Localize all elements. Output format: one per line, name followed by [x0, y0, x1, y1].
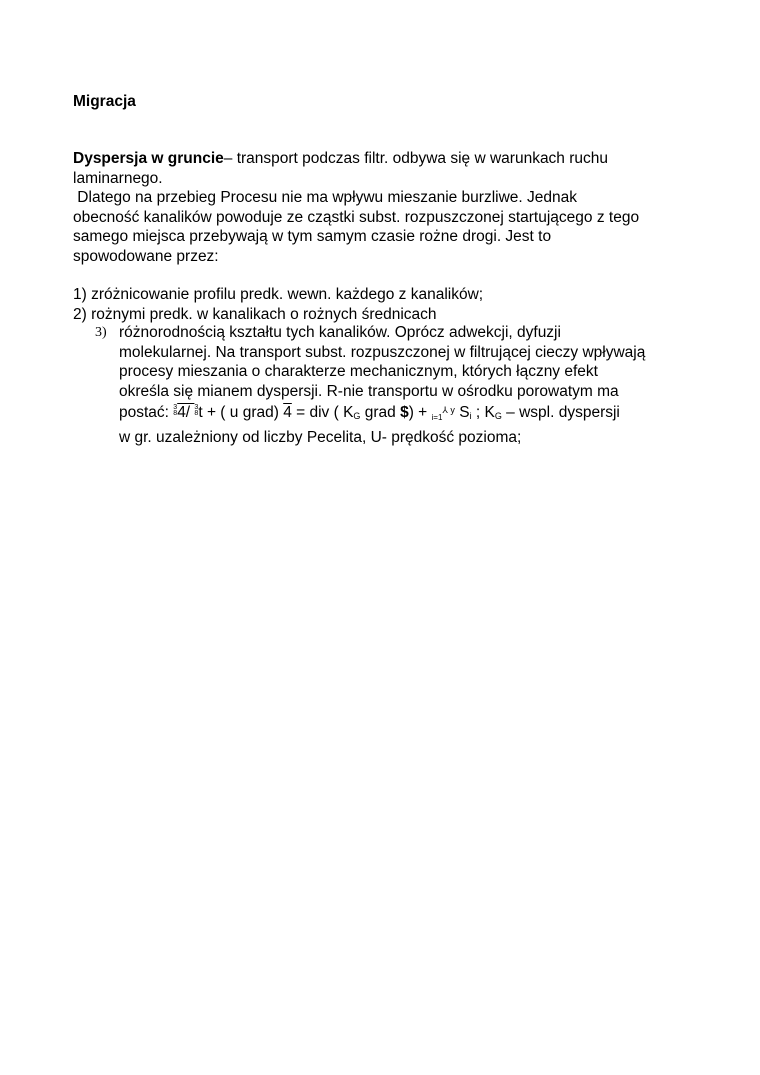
list-item-body	[119, 323, 709, 447]
frac-bottom: 8	[194, 410, 199, 417]
formula-subscript: i=1	[431, 413, 443, 422]
formula-part: S	[454, 404, 470, 421]
formula-part: t + ( u grad)	[198, 404, 284, 421]
formula-superscript: ⅄ y	[442, 405, 455, 415]
formula-subscript: G	[353, 411, 361, 421]
list-item-line: molekularnej. Na transport subst. rozpuszczonej w filtrującej cieczy wpływają	[119, 343, 646, 361]
paragraph-line: spowodowane przez:	[73, 247, 219, 265]
formula-prefix: postać:	[119, 404, 174, 421]
formula-part: – wspl. dyspersji	[501, 404, 620, 421]
formula-part: 4	[283, 404, 292, 421]
list-item: 1) zróżnicowanie profilu predk. wewn. każdego z kanalików;	[73, 286, 484, 303]
paragraph-line	[73, 149, 693, 169]
frac-top: 3	[173, 404, 178, 411]
cause-list	[73, 285, 483, 324]
formula-subscript: i	[469, 411, 472, 421]
list-item-number: 3)	[95, 325, 107, 340]
frac-top: 3	[194, 404, 199, 411]
list-item: 2) rożnymi predk. w kanalikach o rożnych średnicach	[73, 305, 437, 323]
formula-line	[119, 401, 709, 428]
formula-symbol: $	[400, 404, 409, 421]
intro-paragraph	[73, 149, 693, 266]
formula-part: grad	[360, 404, 401, 421]
bold-lead-term: Dyspersja w gruncie	[73, 150, 224, 167]
paragraph-line: obecność kanalików powoduje ze cząstki subst. rozpuszczonej startującego z tego	[73, 208, 640, 226]
formula-part: = div ( K	[291, 404, 354, 421]
formula-part: ) +	[408, 404, 432, 421]
list-item-line: różnorodnością kształtu tych kanalików. Oprócz adwekcji, dyfuzji	[119, 324, 561, 341]
formula-subscript: G	[494, 411, 502, 421]
frac-bottom: 8	[173, 410, 178, 417]
list-item-line: w gr. uzależniony od liczby Pecelita, U- prędkość pozioma;	[119, 428, 522, 446]
formula-part: ; K	[471, 404, 495, 421]
formula-part: 4/	[177, 404, 195, 421]
list-item-line: procesy mieszania o charakterze mechanicznym, których łączny efekt	[119, 363, 598, 380]
list-item-line: określa się mianem dyspersji. R-nie transportu w ośrodku porowatym ma	[119, 382, 619, 400]
paragraph-line: Dlatego na przebieg Procesu nie ma wpływu mieszanie burzliwe. Jednak	[73, 189, 578, 206]
document-title: Migracja	[73, 93, 136, 110]
paragraph-text: – transport podczas filtr. odbywa się w warunkach ruchu	[223, 150, 609, 167]
paragraph-line: laminarnego.	[73, 169, 163, 187]
paragraph-line: samego miejsca przebywają w tym samym czasie rożne drogi. Jest to	[73, 228, 552, 245]
